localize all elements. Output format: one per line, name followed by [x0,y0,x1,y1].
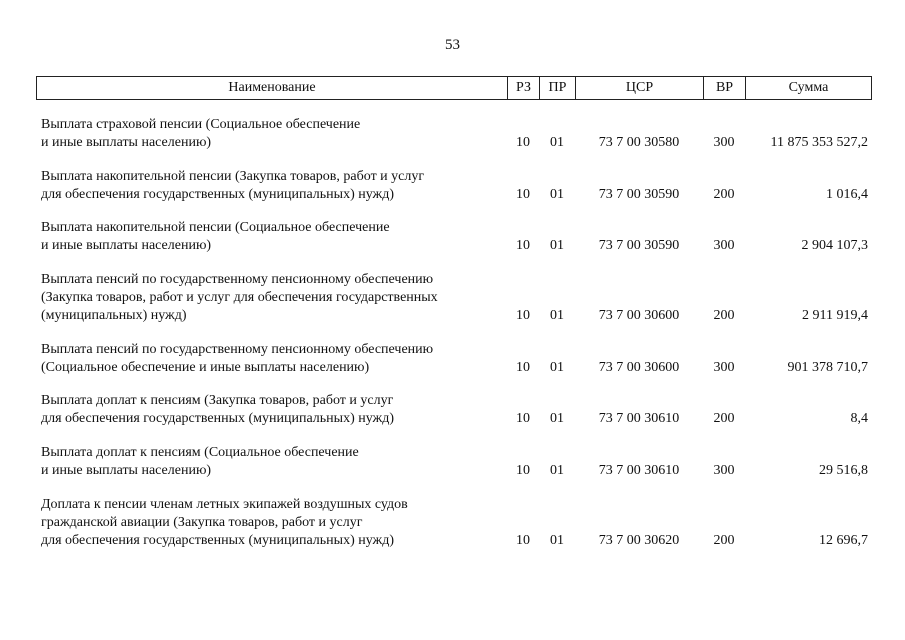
row-name [41,392,501,428]
row-sum: 2 904 107,3 [801,238,868,253]
row-name-line: (Социальное обеспечение и иные выплаты населению) [41,360,370,375]
row-csr: 73 7 00 30590 [598,238,680,253]
row-sum: 901 378 710,7 [787,360,868,375]
row-rz: 10 [516,533,530,548]
row-pr: 01 [550,308,564,323]
row-name-line: и иные выплаты населению) [41,135,212,150]
header-csr: ЦСР [576,77,704,99]
row-vr: 200 [713,308,735,323]
row-sum: 29 516,8 [819,463,868,478]
row-rz: 10 [516,463,530,478]
row-name-line: (Закупка товаров, работ и услуг для обеспечения государственных [41,290,438,305]
row-name [41,444,501,480]
row-name-line: Выплата доплат к пенсиям (Социальное обеспечение [41,445,359,460]
row-name-line: для обеспечения государственных (муниципальных) нужд) [41,411,395,426]
row-csr: 73 7 00 30580 [598,135,680,150]
row-vr: 200 [713,411,735,426]
row-rz: 10 [516,135,530,150]
row-sum: 12 696,7 [819,533,868,548]
row-name [41,116,501,152]
row-name [41,219,501,255]
row-pr: 01 [550,135,564,150]
row-vr: 200 [713,187,735,202]
row-vr: 300 [713,238,735,253]
row-csr: 73 7 00 30620 [598,533,680,548]
row-name [41,341,501,377]
row-name-line: Выплата накопительной пенсии (Закупка товаров, работ и услуг [41,169,425,184]
row-pr: 01 [550,187,564,202]
row-vr: 200 [713,533,735,548]
row-sum: 2 911 919,4 [802,308,868,323]
header-vr: ВР [704,77,746,99]
row-name [41,271,501,325]
row-name-line: гражданской авиации (Закупка товаров, работ и услуг [41,515,363,530]
row-pr: 01 [550,463,564,478]
row-name-line: для обеспечения государственных (муниципальных) нужд) [41,187,395,202]
row-name-line: (муниципальных) нужд) [41,308,187,323]
row-vr: 300 [713,463,735,478]
row-name-line: Доплата к пенсии членам летных экипажей воздушных судов [41,497,408,512]
row-pr: 01 [550,360,564,375]
row-rz: 10 [516,238,530,253]
row-rz: 10 [516,360,530,375]
row-name [41,168,501,204]
row-vr: 300 [713,135,735,150]
row-pr: 01 [550,238,564,253]
row-name-line: и иные выплаты населению) [41,463,212,478]
row-sum: 11 875 353 527,2 [770,135,868,150]
budget-table [36,76,872,548]
row-csr: 73 7 00 30610 [598,463,680,478]
row-name-line: Выплата страховой пенсии (Социальное обеспечение [41,117,361,132]
row-rz: 10 [516,411,530,426]
header-rz: РЗ [508,77,540,99]
row-pr: 01 [550,411,564,426]
row-rz: 10 [516,308,530,323]
header-sum: Сумма [788,80,829,95]
row-csr: 73 7 00 30600 [598,308,680,323]
page-number: 53 [445,37,460,53]
row-pr: 01 [550,533,564,548]
row-sum: 1 016,4 [826,187,868,202]
row-csr: 73 7 00 30590 [598,187,680,202]
row-name [41,496,501,550]
row-name-line: для обеспечения государственных (муниципальных) нужд) [41,533,395,548]
row-sum: 8,4 [850,411,868,426]
header-pr: ПР [540,77,576,99]
table-header [36,76,872,100]
row-rz: 10 [516,187,530,202]
row-name-line: и иные выплаты населению) [41,238,212,253]
row-name-line: Выплата доплат к пенсиям (Закупка товаров, работ и услуг [41,393,394,408]
row-csr: 73 7 00 30600 [598,360,680,375]
row-name-line: Выплата пенсий по государственному пенсионному обеспечению [41,272,434,287]
row-csr: 73 7 00 30610 [598,411,680,426]
row-vr: 300 [713,360,735,375]
row-name-line: Выплата накопительной пенсии (Социальное обеспечение [41,220,390,235]
header-name: Наименование [37,77,508,99]
row-name-line: Выплата пенсий по государственному пенсионному обеспечению [41,342,434,357]
